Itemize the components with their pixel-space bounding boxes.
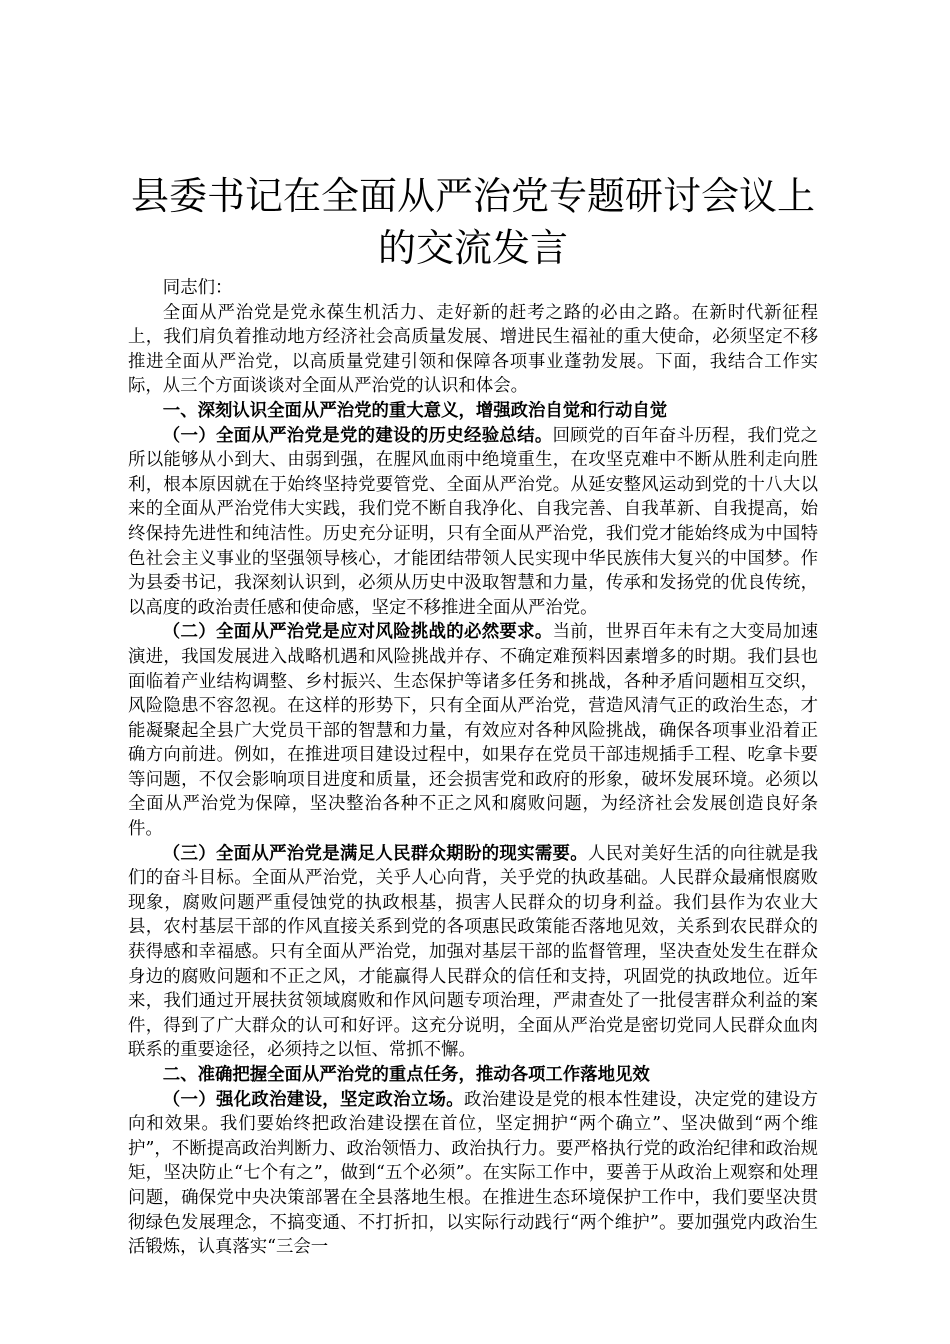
section-1-paragraph-3-body: 人民对美好生活的向往就是我们的奋斗目标。全面从严治党，关乎人心向背，关乎党的执政基础。人民群众最痛恨腐败现象，腐败问题严重侵蚀党的执政根基，损害人民群众的切身利益。我们县作为农业大县，农村基层干部的作风直接关系到党的各项惠民政策能否落地见效，关系到农民群众的获得感和幸福感。只有全面从严治党，加强对基层干部的监督管理，坚决查处发生在群众身边的腐败问题和不正之风，才能赢得人民群众的信任和支持，巩固党的执政地位。近年来，我们通过开展扶贫领域腐败和作风问题专项治理，严肃查处了一批侵害群众利益的案件，得到了广大群众的认可和好评。这充分说明，全面从严治党是密切党同人民群众血肉联系的重要途径，必须持之以恒、常抓不懈。	[128, 843, 818, 1061]
section-1-paragraph-2-body: 当前，世界百年未有之大变局加速演进，我国发展进入战略机遇和风险挑战并存、不确定难预料因素增多的时期。我们县也面临着产业结构调整、乡村振兴、生态保护等诸多任务和挑战，各种矛盾问题相互交织，风险隐患不容忽视。在这样的形势下，只有全面从严治党，营造风清气正的政治生态，才能凝聚起全县广大党员干部的智慧和力量，有效应对各种风险挑战，确保各项事业沿着正确方向前进。例如，在推进项目建设过程中，如果存在党员干部违规插手工程、吃拿卡要等问题，不仅会影响项目进度和质量，还会损害党和政府的形象，破坏发展环境。必须以全面从严治党为保障，坚决整治各种不正之风和腐败问题，为经济社会发展创造良好条件。	[128, 622, 818, 840]
section-1-paragraph-1-lead: （一）全面从严治党是党的建设的历史经验总结。	[162, 425, 553, 446]
document-title: 县委书记在全面从严治党专题研讨会议上的交流发言	[130, 174, 815, 270]
section-1-paragraph-2	[128, 620, 818, 841]
section-1-paragraph-3-lead: （三）全面从严治党是满足人民群众期盼的现实需要。	[162, 843, 588, 864]
section-2-paragraph-1	[128, 1088, 818, 1260]
section-1-paragraph-1-body: 回顾党的百年奋斗历程，我们党之所以能够从小到大、由弱到强，在腥风血雨中绝境重生，在攻坚克难中不断从胜利走向胜利，根本原因就在于始终坚持党要管党、全面从严治党。从延安整风运动到党的十八大以来的全面从严治党伟大实践，我们党不断自我净化、自我完善、自我革新、自我提高，始终保持先进性和纯洁性。历史充分证明，只有全面从严治党，我们党才能始终成为中国特色社会主义事业的坚强领导核心，才能团结带领人民实现中华民族伟大复兴的中国梦。作为县委书记，我深刻认识到，必须从历史中汲取智慧和力量，传承和发扬党的优良传统，以高度的政治责任感和使命感，坚定不移推进全面从严治党。	[128, 425, 818, 618]
section-1-paragraph-3	[128, 842, 818, 1063]
salutation: 同志们：	[162, 278, 233, 298]
section-2-heading: 二、准确把握全面从严治党的重点任务，推动各项工作落地见效	[162, 1065, 650, 1085]
document-page	[128, 170, 818, 1260]
intro-paragraph: 全面从严治党是党永葆生机活力、走好新的赶考之路的必由之路。在新时代新征程上，我们肩负着推动地方经济社会高质量发展、增进民生福祉的重大使命，必须坚定不移推进全面从严治党，以高质量党建引领和保障各项事业蓬勃发展。下面，我结合工作实际，从三个方面谈谈对全面从严治党的认识和体会。	[128, 302, 818, 397]
section-2-paragraph-1-body: 政治建设是党的根本性建设，决定党的建设方向和效果。我们要始终把政治建设摆在首位，坚定拥护“两个确立”、坚决做到“两个维护”，不断提高政治判断力、政治领悟力、政治执行力。要严格执行党的政治纪律和政治规矩，坚决防止“七个有之”，做到“五个必须”。在实际工作中，要善于从政治上观察和处理问题，确保党中央决策部署在全县落地生根。在推进生态环境保护工作中，我们要坚决贯彻绿色发展理念，不搞变通、不打折扣，以实际行动践行“两个维护”。要加强党内政治生活锻炼，认真落实“三会一	[128, 1089, 818, 1258]
section-2-paragraph-1-lead: （一）强化政治建设，坚定政治立场。	[162, 1089, 464, 1110]
section-1-paragraph-1	[128, 424, 818, 621]
section-1-heading: 一、深刻认识全面从严治党的重大意义，增强政治自觉和行动自觉	[162, 400, 668, 421]
section-1-paragraph-2-lead: （二）全面从严治党是应对风险挑战的必然要求。	[162, 622, 553, 643]
